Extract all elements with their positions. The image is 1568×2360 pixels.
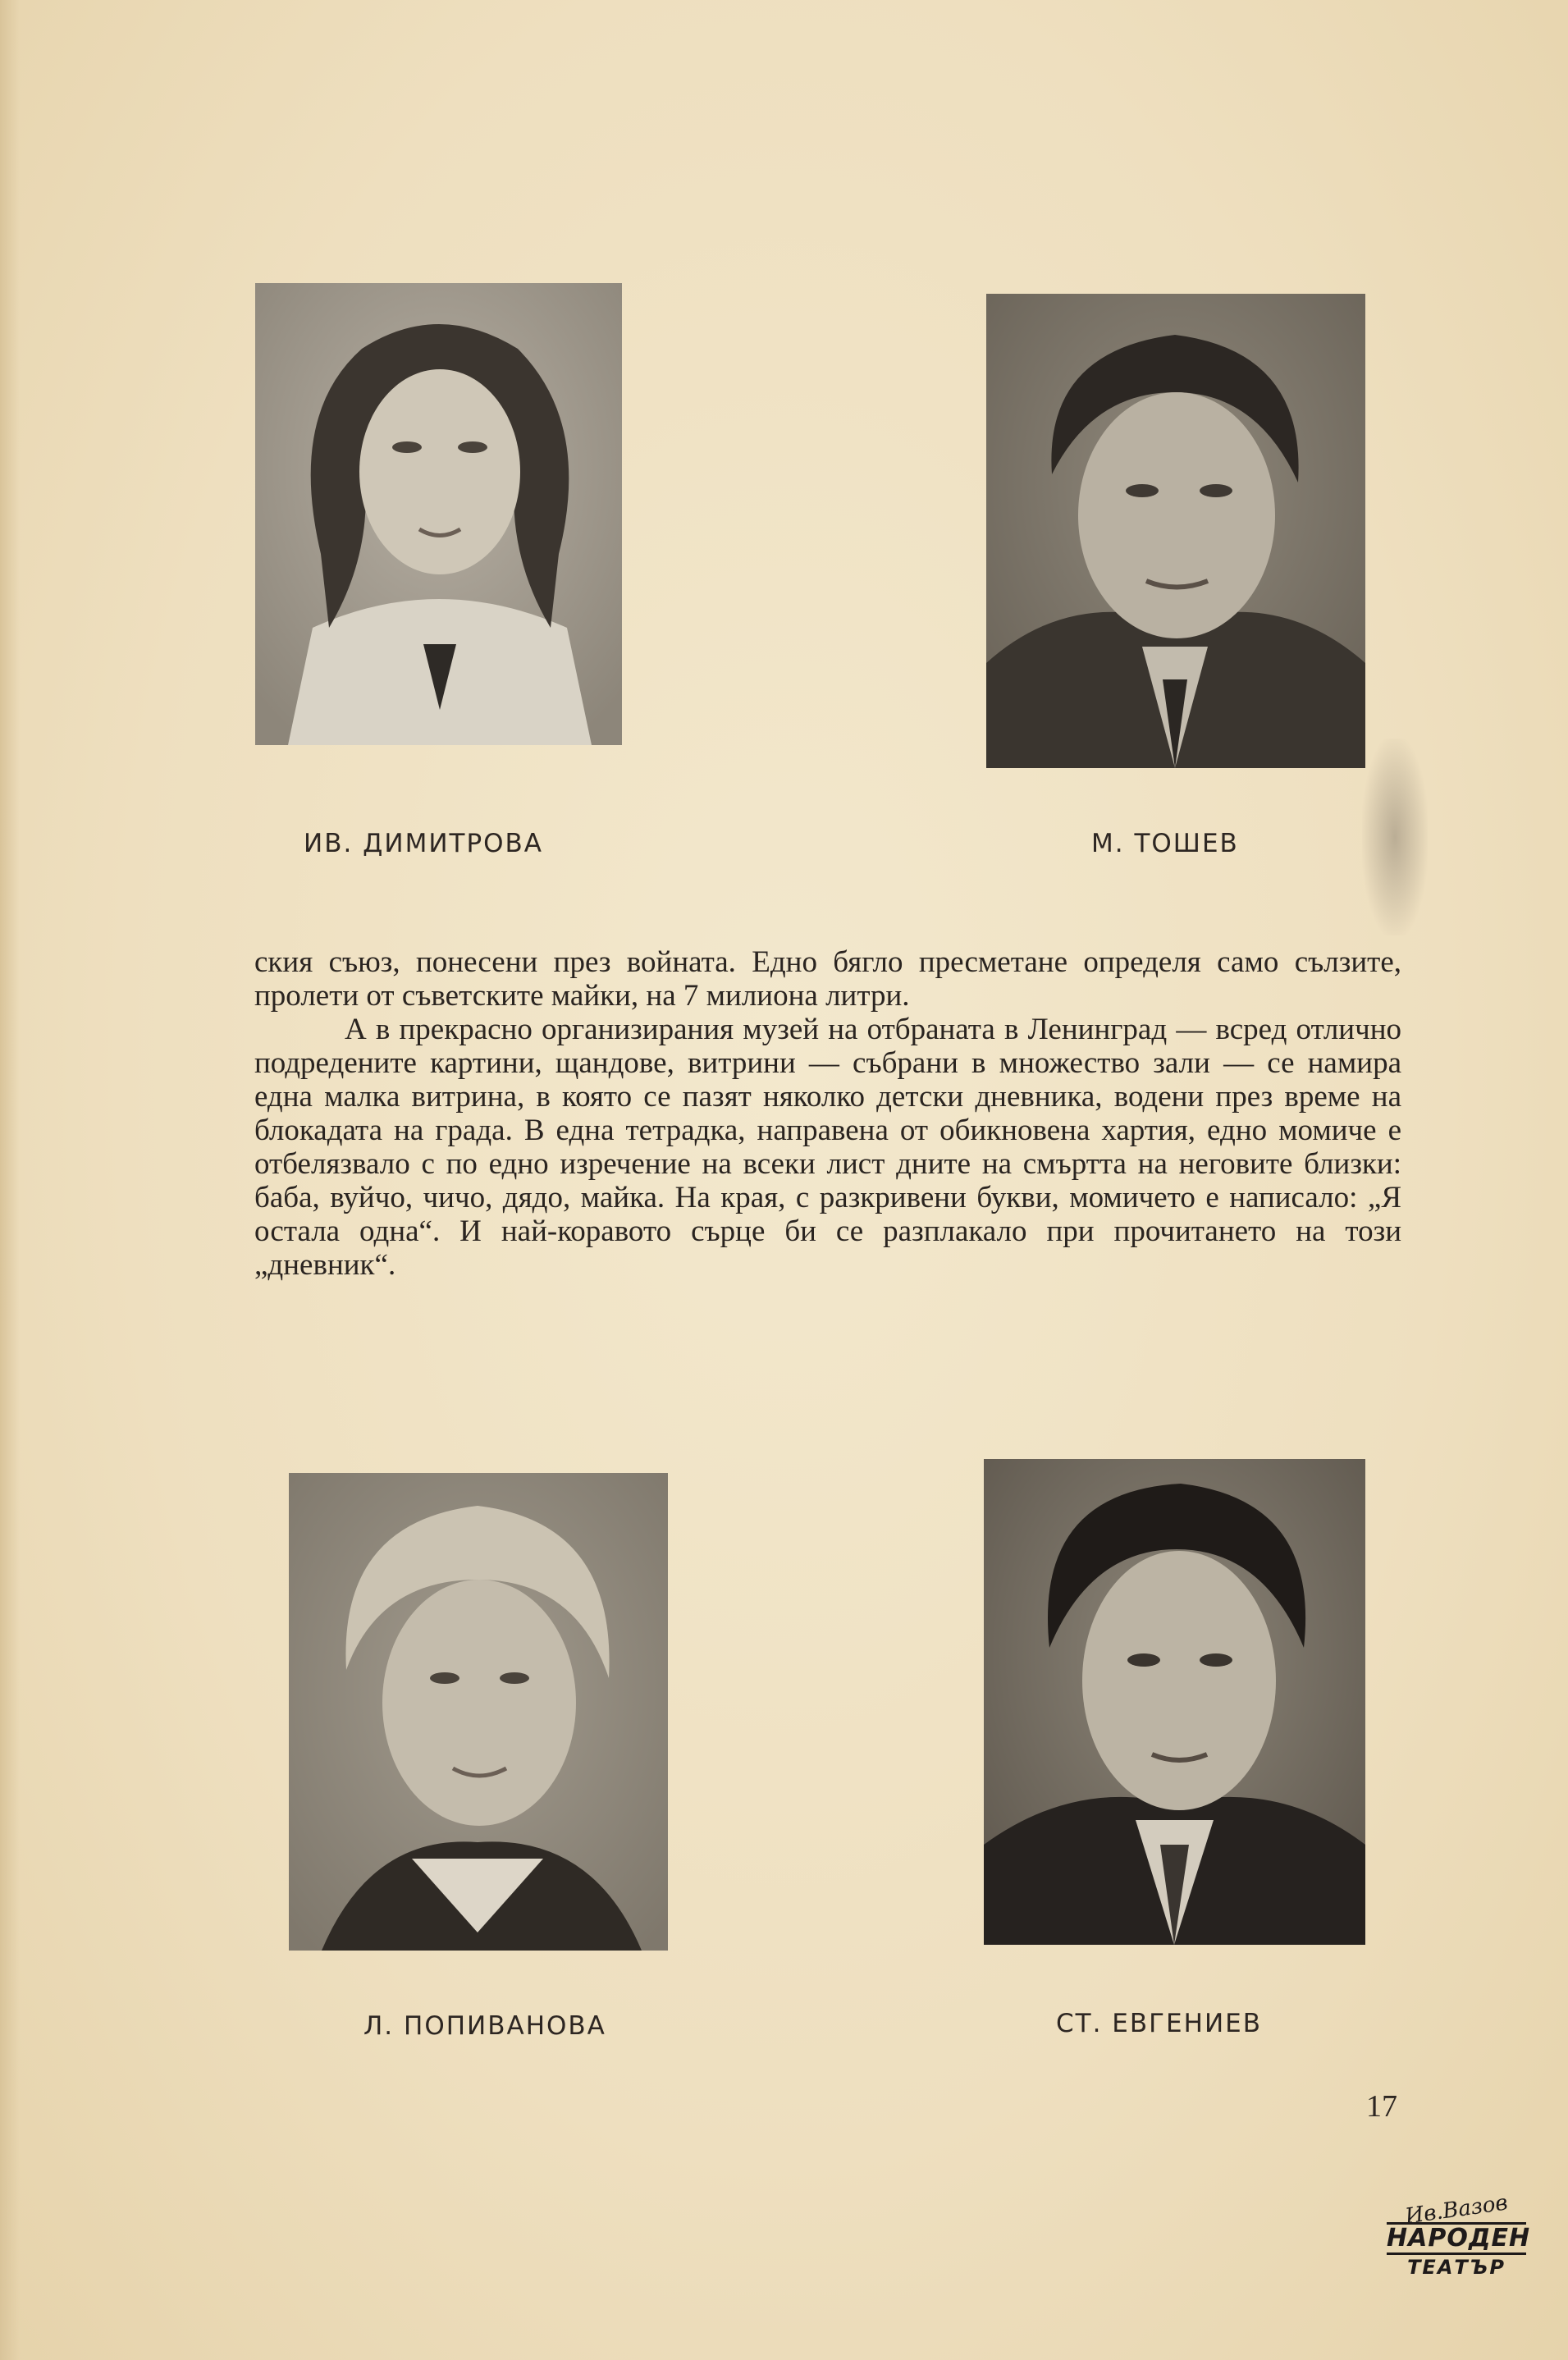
ink-smudge [1362, 739, 1428, 935]
portrait-photo-toshev [986, 294, 1365, 768]
portrait-caption-evgeniev: СТ. ЕВГЕНИЕВ [1056, 2009, 1262, 2038]
portrait-caption-popivanova: Л. ПОПИВАНОВА [363, 2011, 606, 2041]
stamp-signature: Ив.Вазов [1403, 2190, 1510, 2230]
paragraph-continuation: ския съюз, понесени през войната. Едно бягло пресметане определя само сълзите, пролети от съветските майки, на 7 милиона литри. [254, 945, 1401, 1013]
portrait-photo-dimitrova [255, 283, 622, 745]
page-number: 17 [1366, 2089, 1397, 2124]
portrait-photo-popivanova [289, 1473, 668, 1951]
paragraph-museum: А в прекрасно организирания музей на отбраната в Ленинград — всред отлично подредените картини, щандове, витрини — събрани в множество зали — се намира една малка витрина, в която се пазят няколко детски дневника, водени през време на блокадата на града. В една тетрадка, направена от обикновена хартия, едно момиче е отбелязвало с по едно изречение на всеки лист дните на смъртта на неговите близки: баба, вуйчо, чичо, дядо, майка. На края, с разкривени букви, момичето е написало: „Я остала одна“. И най-коравото сърце би се разплакало при прочитането на този „дневник“. [254, 1013, 1401, 1282]
stamp-line-1: НАРОДЕН [1387, 2222, 1526, 2255]
stamp-line-2: ТЕАТЪР [1407, 2256, 1506, 2279]
portrait-caption-dimitrova: ИВ. ДИМИТРОВА [304, 829, 544, 858]
portrait-caption-toshev: М. ТОШЕВ [1091, 829, 1239, 858]
article-body [254, 945, 1401, 1282]
portrait-photo-evgeniev [984, 1459, 1365, 1945]
national-theatre-stamp [1387, 2190, 1531, 2306]
page-edge [0, 0, 20, 2360]
